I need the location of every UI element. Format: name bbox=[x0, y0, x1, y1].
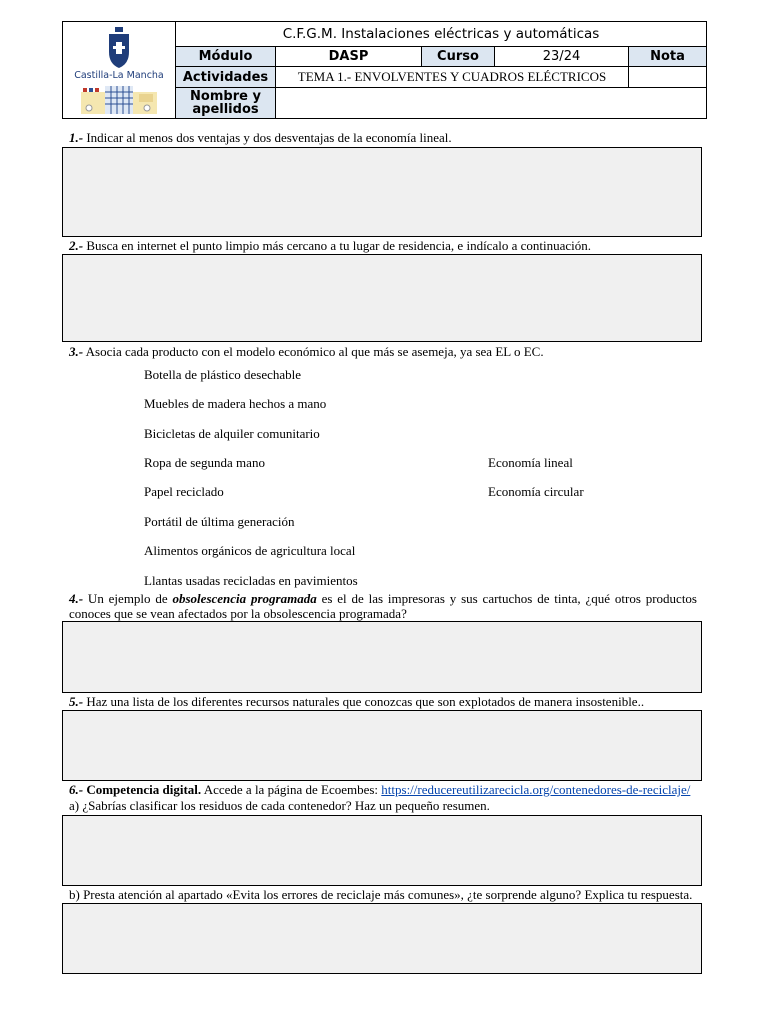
question-5-number: 5.- bbox=[69, 694, 84, 709]
question-6-number: 6.- bbox=[69, 782, 84, 797]
question-5 bbox=[69, 694, 644, 709]
product-item: Muebles de madera hechos a mano bbox=[144, 396, 327, 411]
product-item: Alimentos orgánicos de agricultura local bbox=[144, 543, 356, 558]
question-4-emphasis: obsolescencia programada bbox=[172, 591, 317, 606]
question-5-text: Haz una lista de los diferentes recursos naturales que conozcas que son explotados de manera insostenible.. bbox=[83, 694, 645, 709]
question-1-text: Indicar al menos dos ventajas y dos desventajas de la economía lineal. bbox=[83, 130, 452, 145]
question-2 bbox=[69, 238, 591, 253]
product-item: Botella de plástico desechable bbox=[144, 367, 302, 382]
nota-value-field[interactable] bbox=[629, 67, 707, 88]
answer-box-1[interactable] bbox=[62, 147, 702, 237]
actividades-value: TEMA 1.- ENVOLVENTES Y CUADROS ELÉCTRICOS bbox=[276, 67, 629, 88]
modulo-label: Módulo bbox=[176, 47, 276, 67]
product-item: Llantas usadas recicladas en pavimientos bbox=[144, 573, 358, 588]
course-title: C.F.G.M. Instalaciones eléctricas y automáticas bbox=[176, 22, 707, 47]
product-item: Ropa de segunda mano bbox=[144, 455, 265, 470]
nombre-label: Nombre y apellidos bbox=[176, 88, 276, 119]
product-item: Papel reciclado bbox=[144, 484, 224, 499]
question-4-number: 4.- bbox=[69, 591, 84, 606]
answer-box-6b[interactable] bbox=[62, 903, 702, 974]
question-6: 6.- Competencia digital. Accede a la página de Ecoembes: https://reducereutilizarecicla.org/contenedores-de-reciclaje/ bbox=[69, 782, 691, 797]
answer-box-6a[interactable] bbox=[62, 815, 702, 886]
question-1-number: 1.- bbox=[69, 130, 84, 145]
question-4: 4.- Un ejemplo de obsolescencia programada es el de las impresoras y sus cartuchos de tinta, ¿qué otros productos conoces que se vean afectados por la obsolescencia programada? bbox=[69, 591, 697, 621]
curso-label: Curso bbox=[422, 47, 495, 67]
question-2-text: Busca en internet el punto limpio más cercano a tu lugar de residencia, e indícalo a continuación. bbox=[83, 238, 591, 253]
actividades-label: Actividades bbox=[176, 67, 276, 88]
question-6-heading: Competencia digital. bbox=[83, 782, 202, 797]
answer-box-4[interactable] bbox=[62, 621, 702, 693]
question-6b: b) Presta atención al apartado «Evita los errores de reciclaje más comunes», ¿te sorprende alguno? Explica tu respuesta. bbox=[69, 887, 693, 902]
model-economia-lineal: Economía lineal bbox=[488, 455, 573, 470]
question-3 bbox=[69, 344, 544, 359]
logo-text: Castilla-La Mancha bbox=[74, 70, 164, 81]
product-item: Bicicletas de alquiler comunitario bbox=[144, 426, 320, 441]
answer-box-2[interactable] bbox=[62, 254, 702, 342]
question-1 bbox=[69, 130, 452, 145]
question-3-number: 3.- bbox=[69, 344, 84, 359]
answer-box-5[interactable] bbox=[62, 710, 702, 781]
nota-label: Nota bbox=[629, 47, 707, 67]
question-3-text: Asocia cada producto con el modelo económico al que más se asemeja, ya sea EL o EC. bbox=[83, 344, 544, 359]
question-6a: a) ¿Sabrías clasificar los residuos de cada contenedor? Haz un pequeño resumen. bbox=[69, 798, 490, 813]
model-economia-circular: Economía circular bbox=[488, 484, 584, 499]
product-item: Portátil de última generación bbox=[144, 514, 295, 529]
curso-value: 23/24 bbox=[495, 47, 629, 67]
header-table bbox=[62, 21, 707, 119]
modulo-value: DASP bbox=[276, 47, 422, 67]
ecoembes-link[interactable]: https://reducereutilizarecicla.org/contenedores-de-reciclaje/ bbox=[381, 782, 691, 797]
question-2-number: 2.- bbox=[69, 238, 84, 253]
nombre-value-field[interactable] bbox=[276, 88, 707, 119]
logo-cell bbox=[63, 22, 176, 119]
castilla-la-mancha-logo bbox=[71, 22, 167, 118]
